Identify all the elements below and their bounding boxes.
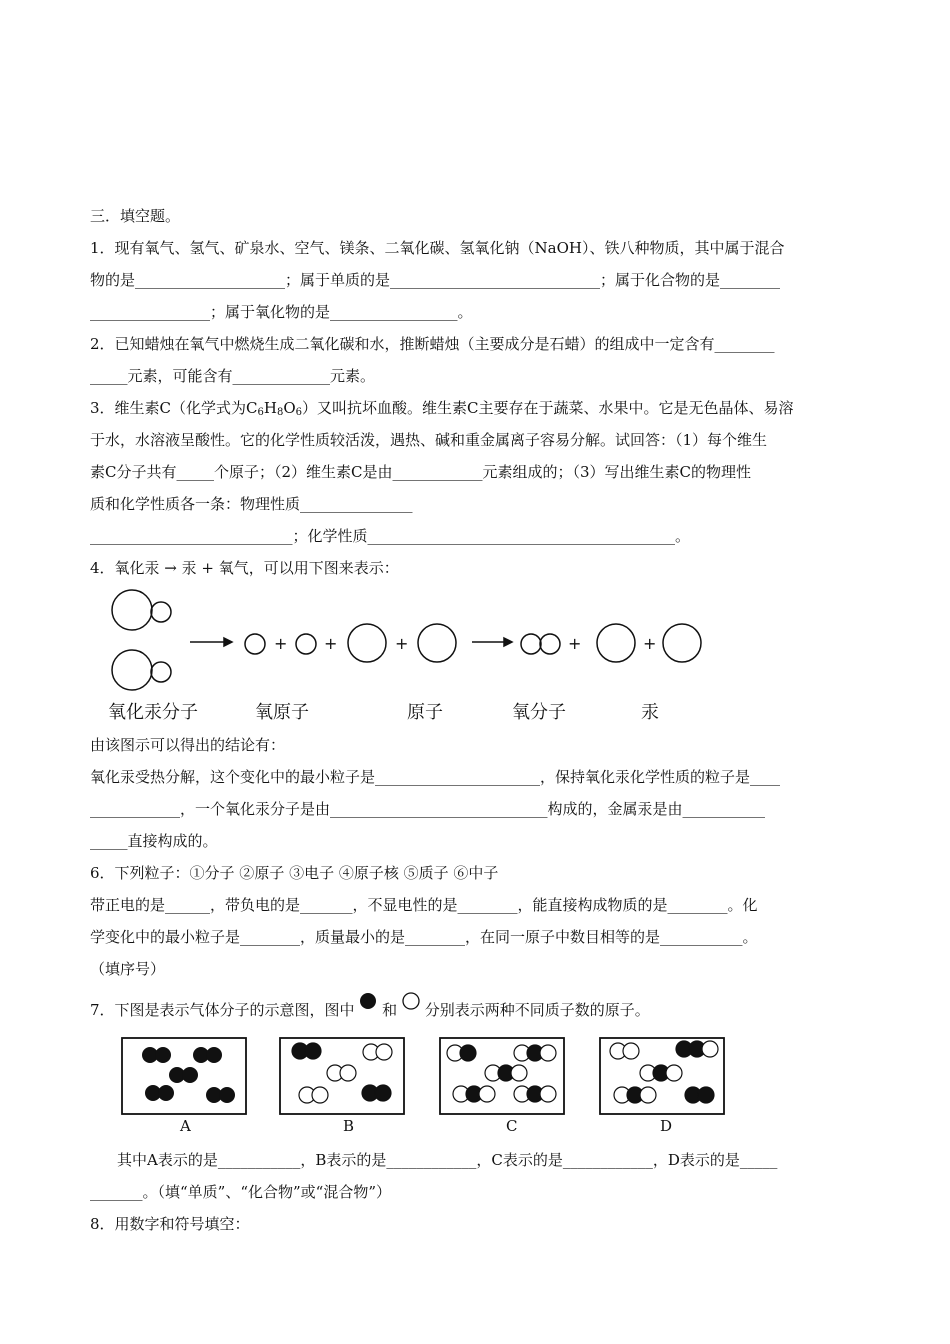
- box-label-c: C: [506, 1117, 518, 1135]
- q3-line-4: 质和化学性质各一条：物理性质_______________: [90, 495, 413, 513]
- q7-title: 7．下图是表示气体分子的示意图，图中 和 分别表示两种不同质子数的原子。: [90, 1000, 650, 1020]
- q4-conclusion-1: 氧化汞受热分解，这个变化中的最小粒子是______________________，保持氧化汞化学性质的粒子是____: [90, 768, 781, 786]
- q3-line-1: 3．维生素C（化学式为$C_6H_8O_6$）又叫抗坏血酸。维生素C主要存在于蔬菜、水果中。它是无色晶体、易溶: [90, 399, 794, 418]
- box-label-a: A: [180, 1117, 191, 1135]
- q3-line-2: 于水，水溶液呈酸性。它的化学性质较活泼，遇热、碱和重金属离子容易分解。试回答：（1）每个维生: [90, 431, 768, 449]
- box-d-molecules: [610, 1041, 718, 1103]
- mercury-product-2: [663, 624, 701, 662]
- q6-line-3: 学变化中的最小粒子是________，质量最小的是________，在同一原子中数目相等的是___________。: [90, 928, 758, 946]
- q8-title: 8．用数字和符号填空：: [90, 1215, 250, 1233]
- q7-answer-line-1: 其中A表示的是___________，B表示的是____________，C表示的是____________，D表示的是_____: [117, 1151, 778, 1169]
- box-label-d: D: [660, 1117, 673, 1135]
- label-mercury: 汞: [641, 702, 659, 723]
- oxygen-atom-2: [296, 634, 316, 654]
- hgo-molecule-2-hg: [112, 650, 152, 690]
- q6-line-1: 6．下列粒子：①分子 ②原子 ③电子 ④原子核 ⑤质子 ⑥中子: [90, 864, 499, 882]
- q6-line-2: 带正电的是______，带负电的是_______，不显电性的是________，能直接构成物质的是________。化: [90, 896, 758, 914]
- plus-sign: +: [643, 634, 657, 653]
- q1-line-3: ________________；属于氧化物的是_________________。: [90, 303, 473, 321]
- label-hgo-molecule: 氧化汞分子: [108, 702, 198, 723]
- q3-line-3: 素C分子共有_____个原子；（2）维生素C是由____________元素组成的；（3）写出维生素C的物理性: [90, 463, 752, 481]
- hgo-molecule-1-o: [151, 602, 171, 622]
- box-label-b: B: [343, 1117, 355, 1135]
- plus-sign: +: [568, 634, 582, 653]
- molecule-boxes: [0, 1030, 950, 1130]
- oxygen-atom-1: [245, 634, 265, 654]
- mercury-atom-1: [348, 624, 386, 662]
- q4-title: 4．氧化汞 → 汞 + 氧气，可以用下图来表示：: [90, 559, 399, 577]
- plus-sign: +: [395, 634, 409, 653]
- black-atom-icon: [359, 992, 377, 1010]
- box-c-molecules: [447, 1045, 556, 1102]
- hgo-molecule-2-o: [151, 662, 171, 682]
- box-b-molecules: [292, 1043, 392, 1103]
- box-a-molecules: [142, 1047, 235, 1103]
- q3-line-5: ___________________________；化学性质_________________________________________。: [90, 527, 691, 545]
- section-title: 三．填空题。: [90, 207, 181, 225]
- oxygen-molecule-b: [540, 634, 560, 654]
- oxygen-molecule-a: [521, 634, 541, 654]
- q1-line-1: 1．现有氧气、氢气、矿泉水、空气、镁条、二氧化碳、氢氧化钠（NaOH）、铁八种物质，其中属于混合: [90, 239, 785, 257]
- label-oxygen-atom: 氧原子: [255, 702, 309, 723]
- mercury-atom-2: [418, 624, 456, 662]
- reaction-diagram: [100, 585, 720, 695]
- q2-line-2: _____元素，可能含有_____________元素。: [90, 367, 376, 385]
- white-atom-icon: [402, 992, 420, 1010]
- q7-answer-line-2: _______。（填“单质”、“化合物”或“混合物”）: [90, 1183, 392, 1201]
- label-oxygen-molecule: 氧分子: [512, 702, 566, 723]
- q1-line-2: 物的是____________________；属于单质的是____________________________；属于化合物的是________: [90, 271, 781, 289]
- q6-line-4: （填序号）: [90, 960, 166, 978]
- q4-conclusion-intro: 由该图示可以得出的结论有：: [90, 736, 286, 754]
- mercury-product-1: [597, 624, 635, 662]
- hgo-molecule-1-hg: [112, 590, 152, 630]
- plus-sign: +: [274, 634, 288, 653]
- q4-conclusion-3: _____直接构成的。: [90, 832, 218, 850]
- plus-sign: +: [324, 634, 338, 653]
- label-atom: 原子: [407, 702, 443, 723]
- q4-conclusion-2: ____________，一个氧化汞分子是由_____________________________构成的，金属汞是由___________: [90, 800, 766, 818]
- q2-line-1: 2．已知蜡烛在氧气中燃烧生成二氧化碳和水，推断蜡烛（主要成分是石蜡）的组成中一定含有________: [90, 335, 775, 353]
